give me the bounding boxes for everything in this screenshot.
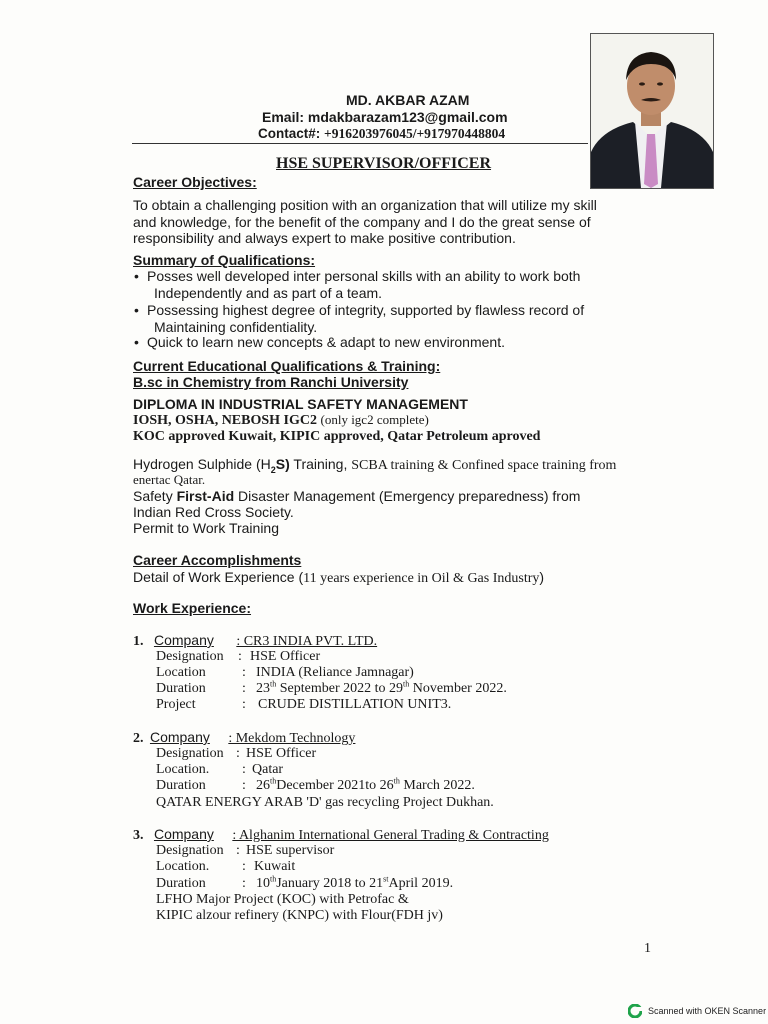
row-value: January 2018 to 21	[276, 876, 384, 891]
career-objectives-text	[133, 197, 653, 247]
job2-designation	[156, 746, 316, 762]
page-number: 1	[644, 941, 651, 956]
degree: B.sc in Chemistry from Ranchi University	[133, 374, 409, 390]
job3-duration	[156, 876, 453, 892]
job1-duration	[156, 681, 507, 697]
company-label: Company	[153, 632, 214, 648]
h2s-text: Hydrogen Sulphide (H	[133, 456, 271, 472]
job3-designation	[156, 843, 334, 859]
job-entry-2	[133, 729, 355, 747]
job1-designation	[156, 649, 320, 665]
job3-project-note-2: KIPIC alzour refinery (KNPC) with Flour(FDH jv)	[156, 908, 443, 923]
h2s-training	[133, 456, 673, 478]
row-sep: :	[236, 746, 240, 761]
row-value: April 2019.	[388, 876, 454, 891]
row-sep: :	[242, 859, 246, 874]
row-label: Designation	[156, 843, 224, 858]
row-sep: :	[242, 778, 246, 793]
company-name: : Alghanim International General Trading & Contracting	[232, 828, 549, 843]
career-objectives-heading: Career Objectives:	[133, 174, 257, 190]
job3-project-note: LFHO Major Project (KOC) with Petrofac &	[156, 892, 409, 907]
row-label: Duration	[156, 876, 206, 891]
work-heading: Work Experience:	[133, 600, 252, 616]
certifications-note: (only igc2 complete)	[320, 412, 429, 427]
row-sup: th	[270, 776, 277, 786]
row-sup: th	[403, 679, 410, 689]
row-value: 26	[256, 778, 270, 793]
job1-location	[156, 665, 414, 681]
row-label: Designation	[156, 746, 224, 761]
row-value: HSE supervisor	[246, 843, 335, 858]
job-number: 3.	[133, 828, 144, 843]
first-aid-provider: Indian Red Cross Society.	[133, 504, 294, 520]
job-entry-1	[133, 632, 377, 650]
job-entry-3	[133, 826, 549, 844]
row-sep: :	[236, 843, 240, 858]
first-aid-text-c: Disaster Management (Emergency preparedness) from	[238, 488, 581, 504]
objective-line: and knowledge, for the benefit of the company and I do the great sense of	[133, 213, 591, 230]
permit-training: Permit to Work Training	[133, 520, 280, 536]
summary-bullet	[134, 268, 634, 301]
email-line: Email: mdakbarazam123@gmail.com	[262, 109, 508, 125]
first-aid-training	[133, 488, 580, 504]
certifications-names: IOSH, OSHA, NEBOSH IGC2	[133, 413, 317, 428]
bullet-text-cont: Maintaining confidentiality.	[154, 318, 318, 335]
row-sep: :	[242, 876, 246, 891]
certifications	[133, 412, 429, 429]
first-aid-text-b: First-Aid	[176, 488, 235, 504]
row-value: December 2021to 26	[276, 778, 394, 793]
education-heading: Current Educational Qualifications & Training:	[133, 358, 441, 374]
job-number: 2.	[133, 731, 144, 746]
accomplishments-heading: Career Accomplishments	[133, 552, 302, 568]
h2s-text-d: SCBA training & Confined space training from	[351, 458, 617, 473]
diploma: DIPLOMA IN INDUSTRIAL SAFETY MANAGEMENT	[133, 396, 468, 412]
job-number: 1.	[133, 634, 144, 649]
row-value: November 2022.	[409, 681, 507, 696]
accomplishments-detail	[133, 569, 544, 587]
row-label: Duration	[156, 778, 206, 793]
company-label: Company	[153, 826, 214, 842]
summary-bullet	[134, 302, 634, 335]
row-sup: st	[383, 874, 389, 884]
scanner-watermark	[628, 1004, 766, 1018]
objective-line: responsibility and always expert to make positive contribution.	[133, 230, 516, 246]
row-label: Project	[156, 697, 196, 712]
job2-project-note: QATAR ENERGY ARAB 'D' gas recycling Project Dukhan.	[156, 795, 494, 810]
row-value: INDIA (Reliance Jamnagar)	[256, 665, 414, 680]
row-sep: :	[242, 681, 246, 696]
row-value: Qatar	[252, 762, 284, 777]
company-name: : Mekdom Technology	[228, 731, 356, 746]
job2-location	[156, 762, 283, 778]
h2s-text-c: Training,	[293, 456, 348, 472]
row-value: CRUDE DISTILLATION UNIT3.	[258, 697, 452, 712]
row-sup: th	[393, 776, 400, 786]
contact-label: Contact#:	[258, 126, 321, 141]
row-sep: :	[242, 697, 246, 712]
bullet-text: Quick to learn new concepts & adapt to new environment.	[147, 334, 505, 350]
job2-duration	[156, 778, 475, 794]
row-value: HSE Officer	[250, 649, 321, 664]
header-divider	[132, 143, 588, 144]
row-value: March 2022.	[399, 778, 475, 793]
row-label: Location.	[156, 762, 210, 777]
portrait-image	[591, 34, 713, 188]
company-label: Company	[149, 729, 210, 745]
bullet-dot-icon: •	[134, 334, 139, 350]
row-label: Designation	[156, 649, 224, 664]
row-value: 23	[256, 681, 270, 696]
job3-location	[156, 859, 295, 875]
objective-line: To obtain a challenging position with an organization that will utilize my skill	[133, 197, 597, 213]
row-sep: :	[242, 665, 246, 680]
row-sep: :	[242, 762, 246, 777]
h2s-subscript: 2	[270, 464, 276, 475]
summary-bullet	[134, 334, 634, 351]
first-aid-text-a: Safety	[133, 488, 173, 504]
job1-project	[156, 697, 451, 713]
bullet-text: Possessing highest degree of integrity, supported by flawless record of	[147, 302, 585, 318]
approvals: KOC approved Kuwait, KIPIC approved, Qatar Petroleum aproved	[133, 429, 541, 444]
row-sup: th	[270, 874, 277, 884]
row-value: 10	[256, 876, 270, 891]
row-sup: th	[270, 679, 277, 689]
bullet-dot-icon: •	[134, 302, 139, 318]
detail-text-c: )	[539, 569, 545, 585]
contact-number: +916203976045/+917970448804	[324, 126, 506, 141]
bullet-text: Posses well developed inter personal skills with an ability to work both	[147, 268, 581, 284]
summary-heading: Summary of Qualifications:	[133, 252, 316, 268]
detail-text-b: 11 years experience in Oil & Gas Industry	[303, 571, 540, 586]
profile-photo	[590, 33, 714, 189]
job-title: HSE SUPERVISOR/OFFICER	[276, 155, 492, 172]
bullet-text-cont: Independently and as part of a team.	[154, 284, 383, 301]
row-value: HSE Officer	[246, 746, 317, 761]
row-value: September 2022 to 29	[276, 681, 403, 696]
row-label: Location.	[156, 859, 210, 874]
candidate-name: MD. AKBAR AZAM	[346, 92, 470, 108]
scanner-logo-icon	[628, 1004, 642, 1018]
row-value: Kuwait	[254, 859, 296, 874]
detail-text-a: Detail of Work Experience (	[133, 569, 304, 585]
row-label: Location	[156, 665, 206, 680]
contact-line	[258, 126, 505, 142]
scanner-text: Scanned with OKEN Scanner	[648, 1006, 767, 1016]
row-label: Duration	[156, 681, 206, 696]
row-sep: :	[238, 649, 242, 664]
training-provider: enertac Qatar.	[133, 472, 206, 487]
h2s-text-b: S)	[275, 456, 290, 472]
bullet-dot-icon: •	[134, 268, 139, 284]
company-name: : CR3 INDIA PVT. LTD.	[236, 634, 378, 649]
